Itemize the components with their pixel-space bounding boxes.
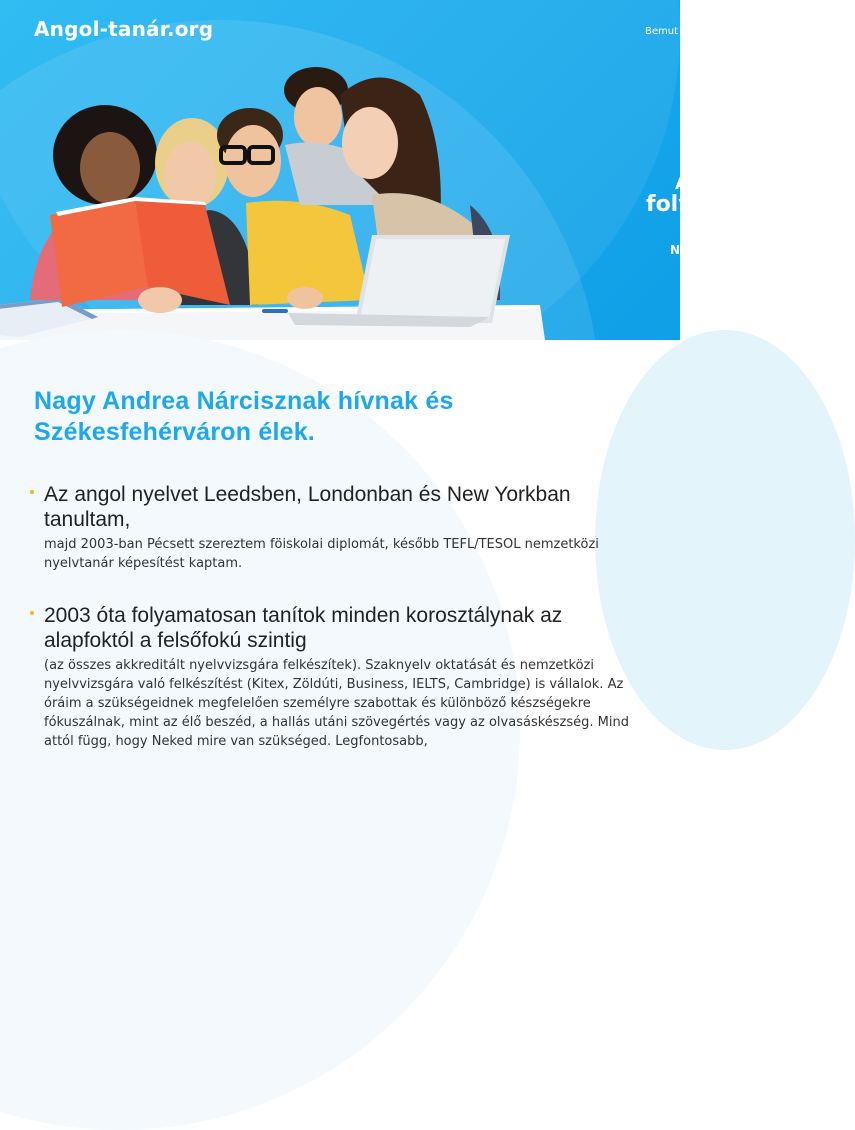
bullet-dot xyxy=(30,611,34,615)
about-point-title: 2003 óta folyamatosan tanítok minden korosztálynak az alapfoktól a felsőfokú szintig xyxy=(44,604,563,652)
hero-side-text: A xyxy=(675,174,688,193)
bullet-dot xyxy=(30,490,34,494)
about-point-body: majd 2003-ban Pécsett szereztem föiskolai diplomát, később TEFL/TESOL nemzetközi nyelvtanár képesítést kaptam. xyxy=(44,537,599,571)
background-decor-circle xyxy=(595,330,855,750)
about-point xyxy=(34,603,634,751)
hero-students-image xyxy=(0,55,545,340)
hero-banner xyxy=(0,0,693,340)
site-logo[interactable]: Angol-tanár.org xyxy=(34,17,214,41)
about-heading: Nagy Andrea Nárcisznak hívnak és Székesfehérváron élek. xyxy=(34,387,454,446)
about-section xyxy=(34,386,634,751)
nav-item-bemutatkozas[interactable]: Bemut xyxy=(645,26,679,37)
about-point xyxy=(34,482,634,573)
hero-side-text: foly xyxy=(646,192,693,217)
about-point-title: Az angol nyelvet Leedsben, Londonban és New Yorkban tanultam, xyxy=(44,483,571,531)
about-point-body: (az összes akkreditált nyelvvizsgára felkészítek). Szaknyelv oktatását és nemzetközi nyelvvizsgára való felkészítést (Kitex, Zöldúti, Business, IELTS, Cambridge) is vállalok. Az óráim a szükségeidnek megfelelően személyre szabottak és különböző készségekre fókuszálnak, mint az élő beszéd, a hallás utáni szövegértés vagy az olvasáskészség. Mind attól függ, hogy Neked mire van szükséged. Legfontosabb, xyxy=(44,658,629,749)
hero-side-text: N xyxy=(670,243,681,257)
